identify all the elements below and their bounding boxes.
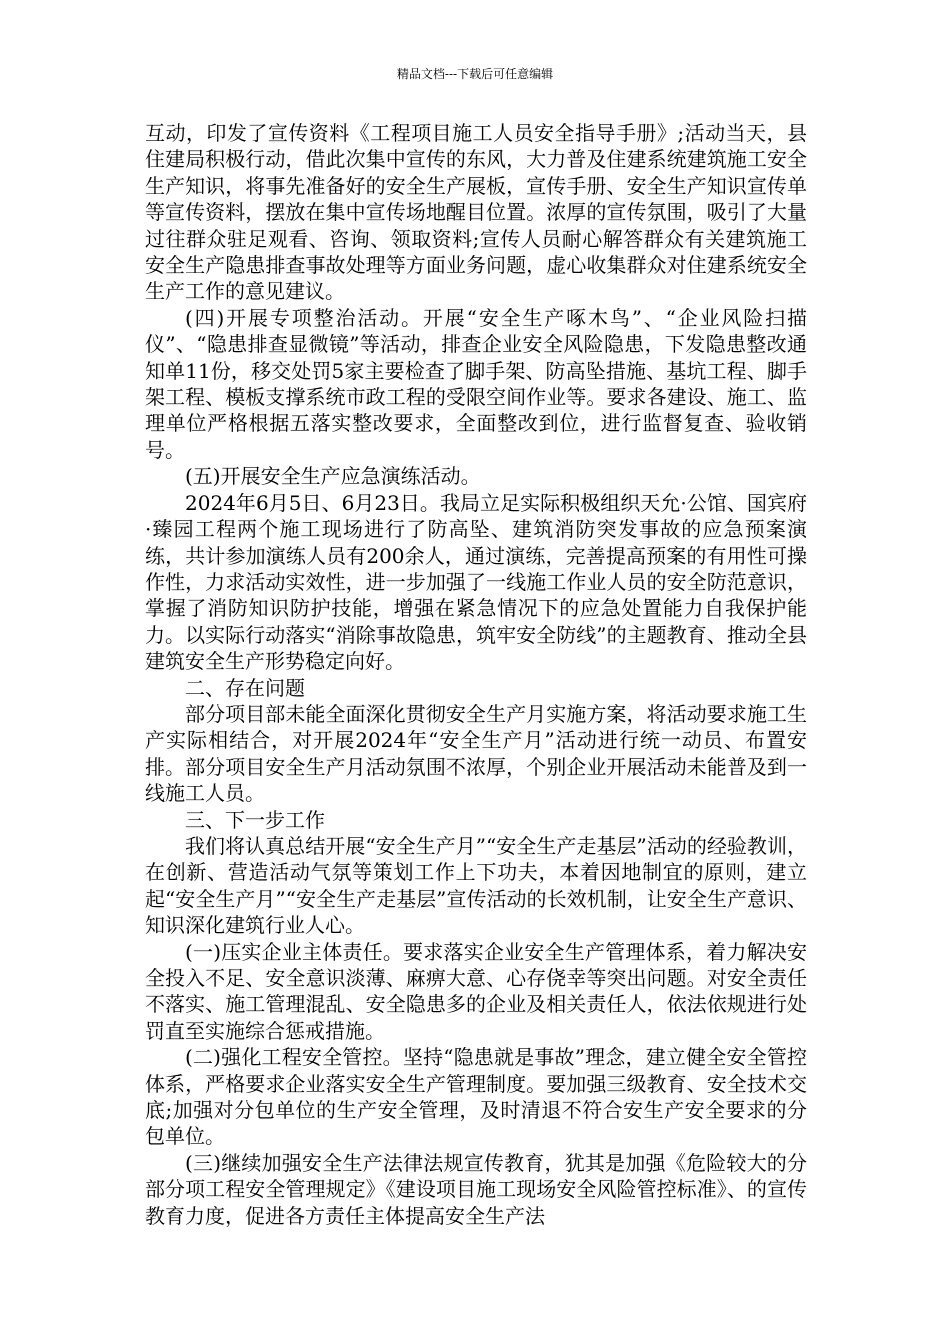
section-heading-next-steps: 三、下一步工作 <box>185 807 325 832</box>
paragraph-enterprise-responsibility: (一)压实企业主体责任。要求落实企业安全生产管理体系，着力解决安全投入不足、安全意识淡薄、麻痹大意、心存侥幸等突出问题。对安全责任不落实、施工管理混乱、安全隐患多的企业及相关责任人，依法依规进行处罚直至实施综合惩戒措施。 <box>145 939 807 1043</box>
page-header: 精品文档---下载后可任意编辑 <box>396 67 554 81</box>
section-heading-problems: 二、存在问题 <box>185 675 305 700</box>
document-body <box>145 120 807 1229</box>
paragraph-next-steps: 我们将认真总结开展“安全生产月”“安全生产走基层”活动的经验教训，在创新、营造活动气氛等策划工作上下功夫，本着因地制宜的原则，建立起“安全生产月”“安全生产走基层”宣传活动的长效机制，让安全生产意识、知识深化建筑行业人心。 <box>145 833 807 938</box>
paragraph-safety-control: (二)强化工程安全管控。坚持“隐患就是事故”理念，建立健全安全管控体系，严格要求企业落实安全生产管理制度。要加强三级教育、安全技术交底;加强对分包单位的生产安全管理，及时清退不符合安生产安全要求的分包单位。 <box>145 1045 807 1149</box>
paragraph-emergency-drill-heading: (五)开展安全生产应急演练活动。 <box>185 464 481 489</box>
paragraph-special-rectification: (四)开展专项整治活动。开展“安全生产啄木鸟”、“企业风险扫描仪”、“隐患排查显微镜”等活动，排查企业安全风险隐患，下发隐患整改通知单11份，移交处罚5家主要检查了脚手架、防高坠措施、基坑工程、脚手架工程、模板支撑系统市政工程的受限空间作业等。要求各建设、施工、监理单位严格根据五落实整改要求，全面整改到位，进行监督复查、验收销号。 <box>145 305 807 462</box>
paragraph-problems: 部分项目部未能全面深化贯彻安全生产月实施方案，将活动要求施工生产实际相结合，对开展2024年“安全生产月”活动进行统一动员、布置安排。部分项目安全生产月活动氛围不浓厚，个别企业开展活动未能普及到一线施工人员。 <box>145 701 807 806</box>
paragraph-emergency-drill-detail: 2024年6月5日、6月23日。我局立足实际积极组织天允·公馆、国宾府·臻园工程两个施工现场进行了防高坠、建筑消防突发事故的应急预案演练，共计参加演练人员有200余人，通过演练，完善提高预案的有用性可操作性，力求活动实效性，进一步加强了一线施工作业人员的安全防范意识，掌握了消防知识防护技能，增强在紧急情况下的应急处置能力自我保护能力。以实际行动落实“消除事故隐患，筑牢安全防线”的主题教育、推动全县建筑安全生产形势稳定向好。 <box>145 490 807 674</box>
paragraph-publicity-continued: 互动，印发了宣传资料《工程项目施工人员安全指导手册》;活动当天，县住建局积极行动，借此次集中宣传的东风，大力普及住建系统建筑施工安全生产知识，将事先准备好的安全生产展板，宣传手册、安全生产知识宣传单等宣传资料，摆放在集中宣传场地醒目位置。浓厚的宣传氛围，吸引了大量过往群众驻足观看、咨询、领取资料;宣传人员耐心解答群众有关建筑施工安全生产隐患排查事故处理等方面业务问题，虚心收集群众对住建系统安全生产工作的意见建议。 <box>145 121 807 304</box>
paragraph-law-education: (三)继续加强安全生产法律法规宣传教育，犹其是加强《危险较大的分部分项工程安全管理规定》《建设项目施工现场安全风险管控标准》、的宣传教育力度，促进各方责任主体提高安全生产法 <box>145 1150 807 1228</box>
